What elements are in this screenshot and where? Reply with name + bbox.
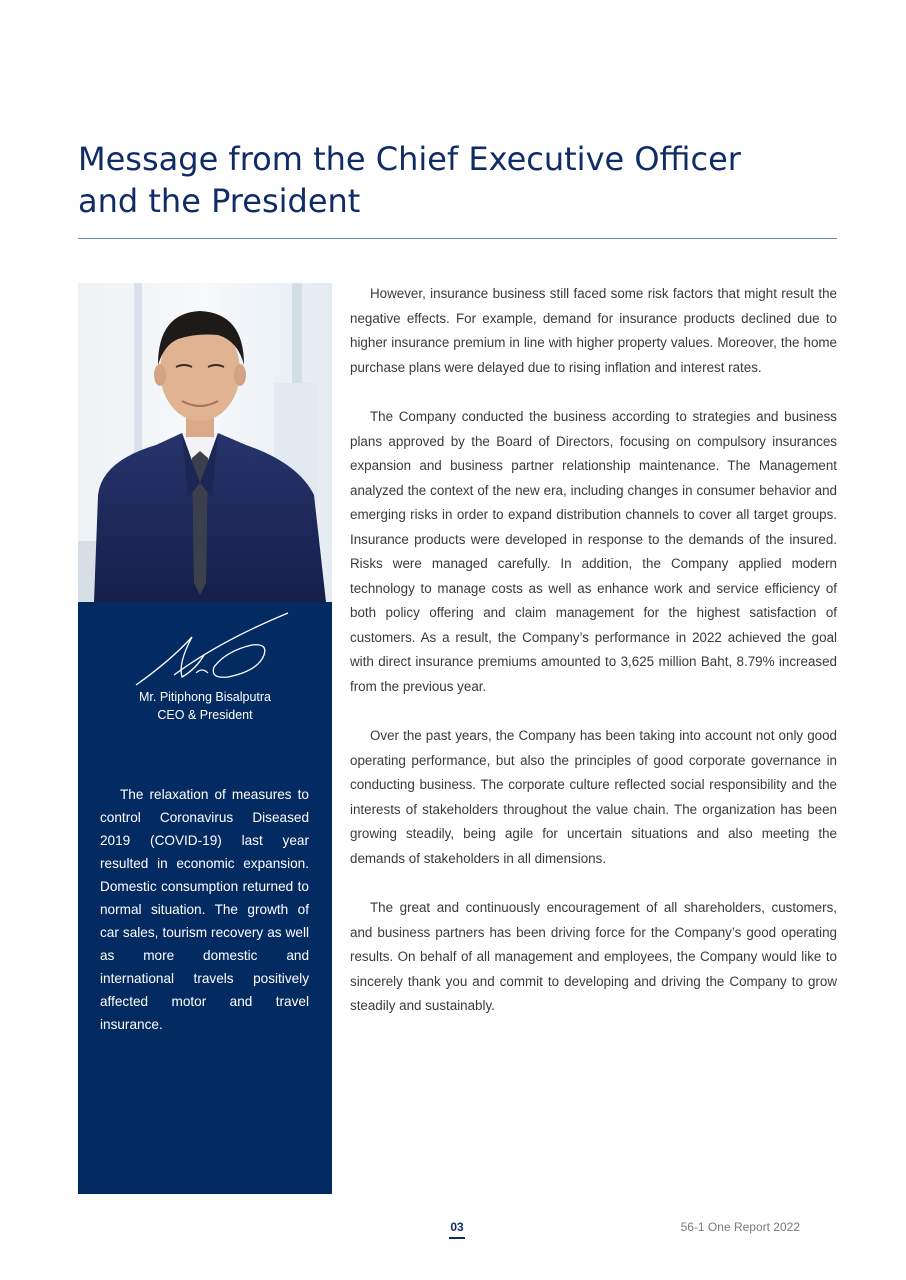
signatory-role: CEO & President [157, 708, 253, 722]
report-name: 56-1 One Report 2022 [680, 1220, 800, 1234]
body-paragraph: Over the past years, the Company has been taking into account not only good operating performance, but also the principles of good corporate governance in conducting business. The corporate culture reflected social responsibility and the interests of stakeholders throughout the value chain. The organization has been growing steadily, being agile for uncertain situations and also meeting the demands of stakeholders in all dimensions. [350, 728, 837, 866]
body-paragraph: The great and continuously encouragement of all shareholders, customers, and business partners has been driving force for the Company’s good operating results. On behalf of all management and employees, the Company would like to sincerely thank you and commit to developing and driving the Company to grow steadily and sustainably. [350, 900, 837, 1013]
page-number: 03 [450, 1220, 464, 1234]
body-paragraph: However, insurance business still faced some risk factors that might result the negative effects. For example, demand for insurance products declined due to higher insurance premium in line with higher property values. Moreover, the home purchase plans were delayed due to rising inflation and interest rates. [350, 286, 837, 375]
title-line-1: Message from the Chief Executive Officer [78, 140, 741, 178]
body-paragraph: The Company conducted the business according to strategies and business plans approved by the Board of Directors, focusing on compulsory insurances expansion and business partner relationship maintenance. The Management analyzed the context of the new era, including changes in consumer behavior and emerging risks in order to expand distribution channels to cover all target groups. Insurance products were developed in response to the demands of the insured. Risks were managed carefully. In addition, the Company applied modern technology to manage costs as well as enhance work and service efficiency of both policy offering and claim management for the highest satisfaction of customers. As a result, the Company’s performance in 2022 achieved the goal with direct insurance premiums amounted to 3,625 million Baht, 8.79% increased from the previous year. [350, 409, 837, 694]
executive-sidebar [78, 283, 332, 1194]
sidebar-quote: The relaxation of measures to control Coronavirus Diseased 2019 (COVID-19) last year resulted in economic expansion. Domestic consumption returned to normal situation. The growth of car sales, tourism recovery as well as more domestic and international travels positively affected motor and travel insurance. [100, 787, 309, 1032]
title-line-2: and the President [78, 182, 361, 220]
signature-image [130, 611, 290, 689]
page-title [78, 138, 838, 222]
message-body [350, 282, 837, 1044]
executive-portrait [78, 283, 332, 602]
title-divider [78, 238, 837, 239]
page-number-underline [449, 1237, 465, 1239]
signatory-name: Mr. Pitiphong Bisalputra [138, 690, 271, 704]
